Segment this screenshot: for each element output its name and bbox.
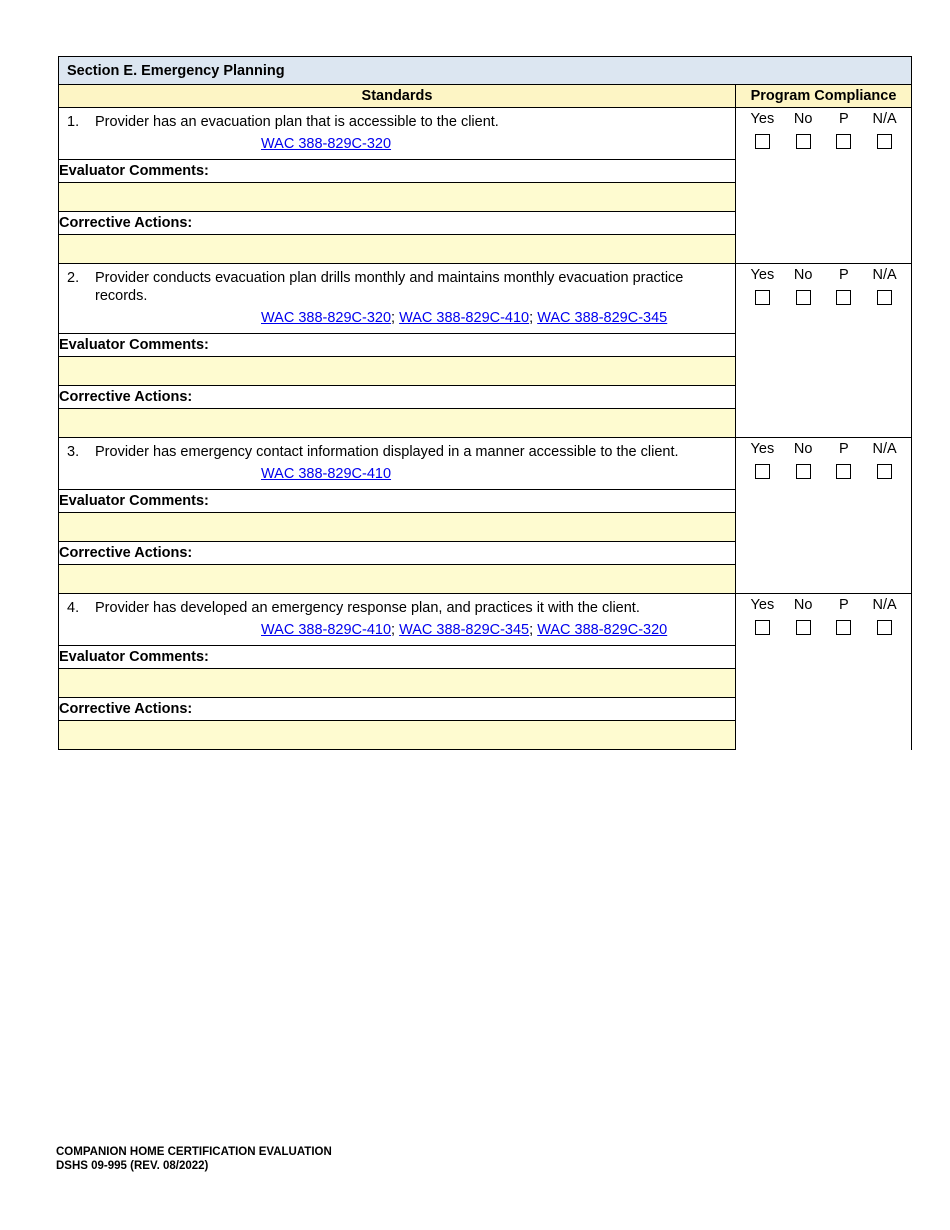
compliance-option-label: Yes bbox=[750, 597, 775, 613]
compliance-option-label: P bbox=[839, 267, 849, 283]
compliance-checkbox[interactable] bbox=[836, 290, 851, 305]
compliance-option bbox=[867, 110, 903, 153]
wac-reference-link[interactable]: WAC 388-829C-320 bbox=[537, 622, 668, 638]
standard-number: 4. bbox=[67, 600, 80, 616]
compliance-cell bbox=[736, 108, 912, 264]
compliance-option bbox=[785, 596, 821, 639]
compliance-checkbox[interactable] bbox=[836, 620, 851, 635]
wac-references bbox=[59, 621, 735, 639]
corrective-actions-label: Corrective Actions: bbox=[59, 212, 736, 235]
evaluator-comments-label: Evaluator Comments: bbox=[59, 490, 736, 513]
compliance-option-label: No bbox=[793, 597, 813, 613]
standard-cell bbox=[59, 438, 736, 490]
compliance-option-label: No bbox=[793, 111, 813, 127]
compliance-option-label: N/A bbox=[872, 597, 897, 613]
standard-row bbox=[59, 438, 912, 490]
compliance-checkbox[interactable] bbox=[877, 290, 892, 305]
compliance-option bbox=[785, 266, 821, 309]
wac-reference-link[interactable]: WAC 388-829C-410 bbox=[261, 466, 392, 482]
wac-references bbox=[59, 309, 735, 327]
standard-row bbox=[59, 108, 912, 160]
compliance-checkbox[interactable] bbox=[877, 464, 892, 479]
corrective-actions-field[interactable] bbox=[59, 721, 736, 750]
compliance-option-label: N/A bbox=[872, 267, 897, 283]
standard-number: 1. bbox=[67, 114, 80, 130]
compliance-checkbox[interactable] bbox=[836, 134, 851, 149]
compliance-option bbox=[867, 440, 903, 483]
standards-header: Standards bbox=[59, 85, 736, 108]
compliance-checkbox[interactable] bbox=[755, 290, 770, 305]
compliance-option-label: No bbox=[793, 267, 813, 283]
wac-reference-link[interactable]: WAC 388-829C-345 bbox=[537, 310, 668, 326]
wac-references bbox=[59, 135, 735, 153]
ref-separator: ; bbox=[529, 622, 538, 638]
corrective-actions-label: Corrective Actions: bbox=[59, 386, 736, 409]
ref-separator: ; bbox=[529, 310, 538, 326]
evaluator-comments-field[interactable] bbox=[59, 513, 736, 542]
compliance-option-label: No bbox=[793, 441, 813, 457]
wac-reference-link[interactable]: WAC 388-829C-410 bbox=[261, 622, 392, 638]
standard-cell bbox=[59, 108, 736, 160]
compliance-option-label: Yes bbox=[750, 111, 775, 127]
compliance-option-label: N/A bbox=[872, 111, 897, 127]
compliance-option-label: P bbox=[839, 441, 849, 457]
corrective-actions-field[interactable] bbox=[59, 565, 736, 594]
standard-cell bbox=[59, 594, 736, 646]
compliance-option bbox=[744, 110, 780, 153]
compliance-option-label: P bbox=[839, 111, 849, 127]
standard-text: Provider has developed an emergency response plan, and practices it with the client. bbox=[95, 600, 640, 616]
emergency-planning-table bbox=[58, 56, 912, 750]
compliance-checkbox[interactable] bbox=[755, 620, 770, 635]
wac-reference-link[interactable]: WAC 388-829C-345 bbox=[399, 622, 530, 638]
wac-references bbox=[59, 465, 735, 483]
compliance-checkbox[interactable] bbox=[836, 464, 851, 479]
compliance-option bbox=[826, 440, 862, 483]
standard-cell bbox=[59, 264, 736, 334]
corrective-actions-label: Corrective Actions: bbox=[59, 698, 736, 721]
compliance-option-label: N/A bbox=[872, 441, 897, 457]
compliance-header: Program Compliance bbox=[736, 85, 912, 108]
standard-text: Provider has an evacuation plan that is accessible to the client. bbox=[95, 114, 499, 130]
compliance-cell bbox=[736, 594, 912, 750]
compliance-option-label: Yes bbox=[750, 441, 775, 457]
compliance-checkbox[interactable] bbox=[796, 464, 811, 479]
wac-reference-link[interactable]: WAC 388-829C-320 bbox=[261, 310, 392, 326]
corrective-actions-field[interactable] bbox=[59, 409, 736, 438]
compliance-option bbox=[867, 596, 903, 639]
corrective-actions-label: Corrective Actions: bbox=[59, 542, 736, 565]
standard-text: Provider has emergency contact information displayed in a manner accessible to the client. bbox=[95, 444, 679, 460]
compliance-option bbox=[744, 596, 780, 639]
compliance-option bbox=[826, 266, 862, 309]
compliance-checkbox[interactable] bbox=[796, 290, 811, 305]
compliance-option bbox=[744, 266, 780, 309]
compliance-option bbox=[785, 110, 821, 153]
compliance-option bbox=[826, 110, 862, 153]
form-number: DSHS 09-995 (REV. 08/2022) bbox=[56, 1160, 209, 1172]
standard-row bbox=[59, 264, 912, 334]
ref-separator: ; bbox=[391, 310, 400, 326]
compliance-option bbox=[867, 266, 903, 309]
evaluator-comments-label: Evaluator Comments: bbox=[59, 334, 736, 357]
wac-reference-link[interactable]: WAC 388-829C-320 bbox=[261, 136, 392, 152]
compliance-checkbox[interactable] bbox=[877, 620, 892, 635]
compliance-checkbox[interactable] bbox=[877, 134, 892, 149]
standard-text: Provider conducts evacuation plan drills monthly and maintains monthly evacuation practice records. bbox=[95, 270, 684, 304]
compliance-cell bbox=[736, 264, 912, 438]
corrective-actions-field[interactable] bbox=[59, 235, 736, 264]
compliance-option bbox=[785, 440, 821, 483]
form-title: COMPANION HOME CERTIFICATION EVALUATION bbox=[56, 1146, 332, 1158]
wac-reference-link[interactable]: WAC 388-829C-410 bbox=[399, 310, 530, 326]
compliance-checkbox[interactable] bbox=[755, 134, 770, 149]
form-footer bbox=[56, 1145, 332, 1173]
evaluator-comments-field[interactable] bbox=[59, 357, 736, 386]
standard-number: 2. bbox=[67, 270, 80, 286]
compliance-checkbox[interactable] bbox=[796, 620, 811, 635]
evaluator-comments-field[interactable] bbox=[59, 669, 736, 698]
standard-number: 3. bbox=[67, 444, 80, 460]
evaluator-comments-label: Evaluator Comments: bbox=[59, 646, 736, 669]
compliance-checkbox[interactable] bbox=[796, 134, 811, 149]
compliance-option-label: P bbox=[839, 597, 849, 613]
standard-row bbox=[59, 594, 912, 646]
evaluator-comments-field[interactable] bbox=[59, 183, 736, 212]
compliance-cell bbox=[736, 438, 912, 594]
compliance-option bbox=[826, 596, 862, 639]
compliance-checkbox[interactable] bbox=[755, 464, 770, 479]
ref-separator: ; bbox=[391, 622, 400, 638]
section-title: Section E. Emergency Planning bbox=[59, 57, 912, 85]
compliance-option bbox=[744, 440, 780, 483]
evaluator-comments-label: Evaluator Comments: bbox=[59, 160, 736, 183]
compliance-option-label: Yes bbox=[750, 267, 775, 283]
